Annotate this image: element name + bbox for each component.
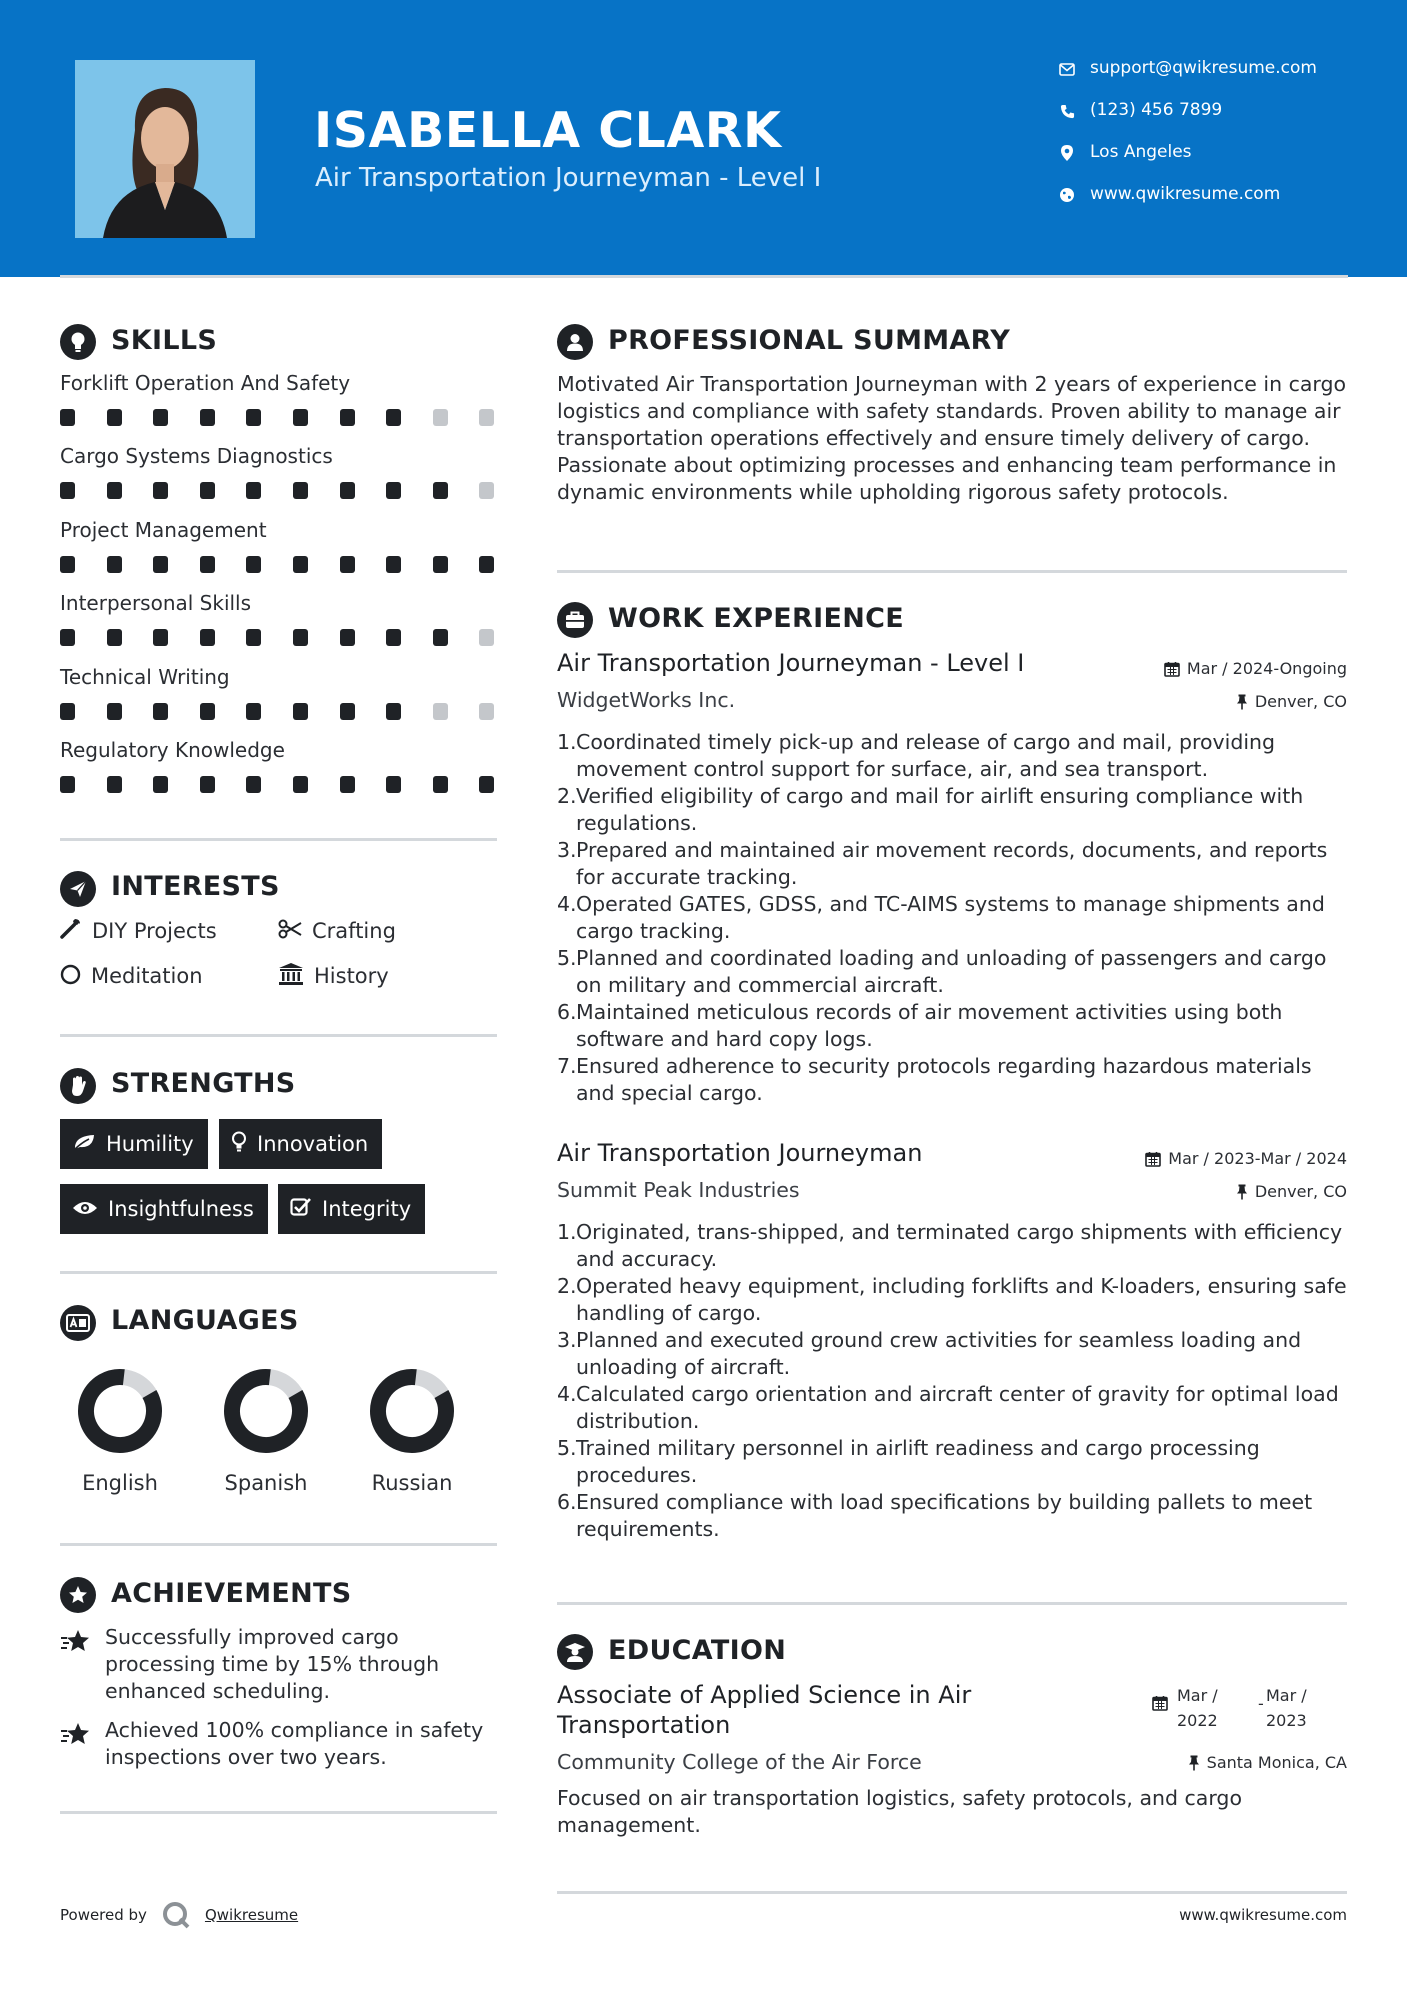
checkbox-icon — [290, 1197, 312, 1222]
pushpin-icon — [1236, 1184, 1248, 1200]
skill-dot — [246, 703, 261, 720]
skill-dot — [433, 629, 448, 646]
lightbulb-icon — [60, 324, 96, 360]
skill-dot — [200, 629, 215, 646]
skill-dot — [107, 776, 122, 793]
skill-dot — [340, 629, 355, 646]
skill-dot — [479, 703, 494, 720]
skill-dot — [60, 482, 75, 499]
job-bullet: 3. Prepared and maintained air movement records, documents, and reports for accurate tracking. — [557, 838, 1328, 889]
scissors-icon — [278, 919, 302, 943]
skill-dot — [107, 629, 122, 646]
strengths-title: STRENGTHS — [111, 1068, 296, 1099]
job-bullet: 2. Operated heavy equipment, including forklifts and K-loaders, ensuring safe handling of cargo. — [557, 1274, 1347, 1325]
contact-website[interactable] — [1055, 183, 1281, 207]
skill-dot — [153, 629, 168, 646]
language-level-ring — [367, 1366, 457, 1456]
skill-dot — [200, 482, 215, 499]
skill-dot — [153, 776, 168, 793]
skill-dot — [479, 409, 494, 426]
job-bullet: 4. Operated GATES, GDSS, and TC-AIMS systems to manage shipments and cargo tracking. — [557, 892, 1325, 943]
skill-dot — [107, 556, 122, 573]
job-title: Air Transportation Journeyman - Level I — [557, 649, 1025, 677]
strength-label: Insightfulness — [108, 1197, 254, 1221]
job-dates-text: Mar / 2023-Mar / 2024 — [1168, 1149, 1347, 1168]
job-bullet: 5. Trained military personnel in airlift readiness and cargo processing procedures. — [557, 1436, 1260, 1487]
skill-dot — [200, 776, 215, 793]
contact-email[interactable] — [1055, 57, 1317, 81]
education-school: Community College of the Air Force — [557, 1750, 922, 1774]
achievements-title: ACHIEVEMENTS — [111, 1578, 352, 1609]
skill-dot — [293, 556, 308, 573]
skill-dot — [60, 409, 75, 426]
strength-label: Integrity — [322, 1197, 412, 1221]
footer-branding — [60, 1900, 298, 1930]
summary-title: PROFESSIONAL SUMMARY — [608, 325, 1011, 356]
header-divider — [60, 275, 1348, 278]
skill-dot — [60, 556, 75, 573]
leaf-icon — [72, 1132, 96, 1156]
powered-by-text: Powered by — [60, 1906, 147, 1924]
skill-name: Technical Writing — [60, 665, 230, 689]
summary-text: Motivated Air Transportation Journeyman with 2 years of experience in cargo logistics and compliance with safety standards. Proven ability to manage air transportation operations effectively and ensure timely delivery of cargo. Passionate about optimizing processes and enhancing team performance in dynamic environments while upholding rigorous safety protocols. — [557, 372, 1347, 504]
skill-dot — [340, 482, 355, 499]
contact-website-text: www.qwikresume.com — [1090, 184, 1281, 204]
education-degree: Associate of Applied Science in Air Transportation — [557, 1681, 972, 1739]
skill-dot — [246, 776, 261, 793]
job-bullet: 4. Calculated cargo orientation and aircraft center of gravity for optimal load distribution. — [557, 1382, 1339, 1433]
job-bullet: 3. Planned and executed ground crew activities for seamless loading and unloading of aircraft. — [557, 1328, 1302, 1379]
qwikresume-link[interactable]: Qwikresume — [204, 1906, 299, 1924]
education-description: Focused on air transportation logistics, safety protocols, and cargo management. — [557, 1786, 1242, 1837]
job-bullet: 2. Verified eligibility of cargo and mail for airlift ensuring compliance with regulations. — [557, 784, 1304, 835]
education-location — [1188, 1753, 1347, 1772]
job-dates — [1164, 659, 1347, 678]
interest-item — [278, 916, 396, 946]
language-card-icon — [60, 1305, 96, 1341]
skill-dot — [386, 776, 401, 793]
eye-icon — [72, 1197, 98, 1221]
skill-dot — [386, 409, 401, 426]
skill-dot — [340, 703, 355, 720]
skill-name: Regulatory Knowledge — [60, 738, 285, 762]
skill-name: Cargo Systems Diagnostics — [60, 444, 333, 468]
experience-title: WORK EXPERIENCE — [608, 603, 904, 634]
section-divider — [60, 838, 497, 841]
skill-dot — [200, 409, 215, 426]
skill-dot — [433, 703, 448, 720]
location-pin-icon — [1055, 141, 1079, 165]
achievement-text: Achieved 100% compliance in safety inspections over two years. — [105, 1718, 484, 1769]
skills-title: SKILLS — [111, 325, 218, 356]
interest-item — [60, 916, 217, 946]
skill-dot — [433, 482, 448, 499]
user-icon — [557, 324, 593, 360]
skill-dot — [107, 703, 122, 720]
resume-header — [0, 0, 1407, 277]
job-location — [1236, 1182, 1347, 1201]
job-location-text: Denver, CO — [1254, 692, 1347, 711]
skill-rating — [60, 409, 500, 427]
star-icon — [60, 1628, 92, 1658]
job-title: Air Transportation Journeyman — [557, 1139, 923, 1167]
skill-dot — [386, 556, 401, 573]
skill-dot — [153, 703, 168, 720]
lightbulb-icon — [231, 1131, 247, 1158]
interest-label: History — [314, 964, 389, 988]
skill-dot — [340, 556, 355, 573]
skill-rating — [60, 703, 500, 721]
museum-icon — [278, 962, 304, 990]
job-dates — [1145, 1149, 1347, 1168]
contact-phone[interactable] — [1055, 99, 1223, 123]
wrench-icon — [60, 918, 82, 944]
section-divider — [60, 1811, 497, 1814]
phone-icon — [1055, 99, 1079, 123]
star-badge-icon — [60, 1577, 96, 1613]
skill-dot — [60, 776, 75, 793]
skill-dot — [293, 482, 308, 499]
skill-dot — [246, 409, 261, 426]
star-icon — [60, 1721, 92, 1751]
interest-label: DIY Projects — [92, 919, 217, 943]
job-bullets — [557, 1219, 1352, 1543]
strength-chip — [278, 1184, 425, 1234]
skill-dot — [200, 703, 215, 720]
section-divider — [557, 1891, 1347, 1894]
job-location-text: Denver, CO — [1254, 1182, 1347, 1201]
calendar-icon — [1152, 1695, 1168, 1715]
skill-rating — [60, 482, 500, 500]
skill-dot — [107, 409, 122, 426]
candidate-role: Air Transportation Journeyman - Level I — [315, 163, 822, 193]
skill-name: Project Management — [60, 518, 267, 542]
interest-label: Crafting — [312, 919, 396, 943]
contact-location — [1055, 141, 1192, 165]
job-company: Summit Peak Industries — [557, 1178, 800, 1202]
language-label: English — [82, 1471, 158, 1495]
skill-name: Forklift Operation And Safety — [60, 371, 351, 395]
skill-rating — [60, 776, 500, 794]
language-item — [367, 1366, 457, 1495]
ring-fill — [221, 1366, 311, 1456]
section-divider — [557, 570, 1347, 573]
skill-dot — [293, 703, 308, 720]
language-level-ring — [75, 1366, 165, 1456]
language-level-ring — [221, 1366, 311, 1456]
contact-phone-text: (123) 456 7899 — [1090, 100, 1223, 120]
skill-rating — [60, 629, 500, 647]
education-end: Mar / 2023 — [1266, 1686, 1307, 1730]
skill-dot — [340, 776, 355, 793]
envelope-icon — [1055, 57, 1079, 81]
achievement-text: Successfully improved cargo processing time by 15% through enhanced scheduling. — [105, 1625, 440, 1703]
hand-icon — [60, 1068, 96, 1104]
profile-photo — [75, 60, 255, 238]
job-bullet: 6. Maintained meticulous records of air movement activities using both software and hard copy logs. — [557, 1000, 1283, 1051]
interest-label: Meditation — [91, 964, 203, 988]
candidate-name: ISABELLA CLARK — [314, 102, 782, 159]
job-bullets — [557, 729, 1352, 1107]
interest-item — [60, 961, 203, 991]
skill-dot — [107, 482, 122, 499]
achievement-item — [60, 1717, 500, 1773]
language-label: Spanish — [224, 1471, 308, 1495]
skill-dot — [386, 703, 401, 720]
languages-title: LANGUAGES — [111, 1305, 299, 1336]
skill-dot — [340, 409, 355, 426]
skill-dot — [153, 409, 168, 426]
skill-dot — [479, 776, 494, 793]
contact-email-text: support@qwikresume.com — [1090, 58, 1317, 78]
graduate-icon — [557, 1634, 593, 1670]
skill-rating — [60, 556, 500, 574]
section-divider — [60, 1271, 497, 1274]
strength-label: Innovation — [257, 1132, 369, 1156]
skill-dot — [246, 482, 261, 499]
briefcase-icon — [557, 602, 593, 638]
job-bullet: 7. Ensured adherence to security protocols regarding hazardous materials and special cargo. — [557, 1054, 1312, 1105]
skill-dot — [60, 703, 75, 720]
strength-chip — [60, 1119, 208, 1169]
skill-dot — [433, 409, 448, 426]
skill-dot — [433, 556, 448, 573]
language-label: Russian — [371, 1471, 453, 1495]
calendar-icon — [1164, 661, 1180, 677]
skill-dot — [246, 629, 261, 646]
job-company: WidgetWorks Inc. — [557, 688, 736, 712]
skill-dot — [153, 556, 168, 573]
skill-dot — [153, 482, 168, 499]
paper-plane-icon — [60, 871, 96, 907]
strength-label: Humility — [106, 1132, 194, 1156]
achievement-item — [60, 1624, 500, 1708]
skill-name: Interpersonal Skills — [60, 591, 252, 615]
education-location-text: Santa Monica, CA — [1206, 1753, 1347, 1772]
skill-dot — [60, 629, 75, 646]
skill-dot — [386, 629, 401, 646]
strength-chip — [60, 1184, 268, 1234]
skill-dot — [293, 409, 308, 426]
education-title: EDUCATION — [608, 1635, 787, 1666]
job-bullet: 5. Planned and coordinated loading and unloading of passengers and cargo on military and commercial aircraft. — [557, 946, 1327, 997]
section-divider — [557, 1602, 1347, 1605]
calendar-icon — [1145, 1151, 1161, 1167]
footer-website[interactable]: www.qwikresume.com — [1179, 1906, 1347, 1924]
language-item — [75, 1366, 165, 1495]
strength-chip — [219, 1119, 382, 1169]
skill-dot — [293, 629, 308, 646]
skill-dot — [479, 556, 494, 573]
skill-dot — [433, 776, 448, 793]
education-start: Mar / 2022 — [1177, 1686, 1218, 1730]
skill-dot — [479, 629, 494, 646]
ring-fill — [75, 1366, 165, 1456]
pushpin-icon — [1236, 694, 1248, 710]
pushpin-icon — [1188, 1755, 1200, 1771]
skill-dot — [386, 482, 401, 499]
job-bullet: 1. Originated, trans-shipped, and terminated cargo shipments with efficiency and accuracy. — [557, 1220, 1343, 1271]
language-item — [221, 1366, 311, 1495]
date-separator: - — [1258, 1694, 1264, 1713]
circle-icon — [60, 964, 81, 989]
skill-dot — [479, 482, 494, 499]
section-divider — [60, 1543, 497, 1546]
job-dates-text: Mar / 2024-Ongoing — [1186, 659, 1347, 678]
contact-location-text: Los Angeles — [1090, 142, 1192, 162]
skill-dot — [246, 556, 261, 573]
section-divider — [60, 1034, 497, 1037]
qwikresume-logo-icon — [161, 1900, 191, 1930]
globe-icon — [1055, 183, 1079, 207]
interests-title: INTERESTS — [111, 871, 280, 902]
job-bullet: 6. Ensured compliance with load specifications by building pallets to meet requirements. — [557, 1490, 1313, 1541]
interest-item — [278, 961, 389, 991]
skill-dot — [200, 556, 215, 573]
skill-dot — [293, 776, 308, 793]
job-location — [1236, 692, 1347, 711]
job-bullet: 1. Coordinated timely pick-up and release of cargo and mail, providing movement control support for surface, air, and sea transport. — [557, 730, 1276, 781]
ring-fill — [367, 1366, 457, 1456]
